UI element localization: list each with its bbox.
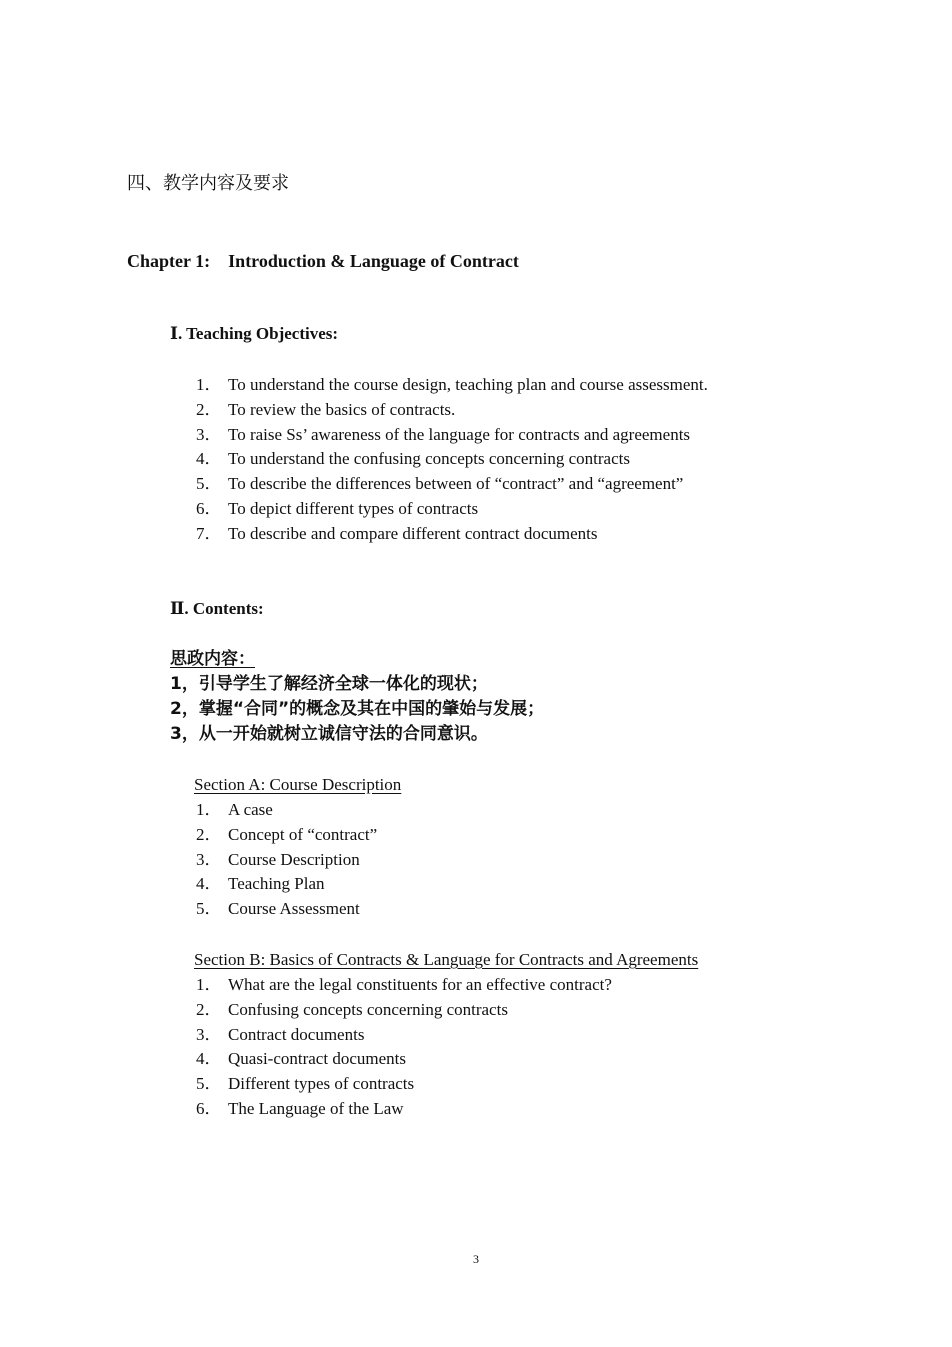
contents-heading-text: . Contents: bbox=[184, 599, 264, 618]
list-item bbox=[196, 848, 377, 873]
item-number: 3． bbox=[196, 1024, 222, 1044]
list-item bbox=[196, 398, 708, 423]
item-text: What are the legal constituents for an effective contract? bbox=[228, 975, 612, 994]
list-item bbox=[196, 522, 708, 547]
list-item bbox=[196, 897, 377, 922]
section-a-list bbox=[196, 798, 377, 922]
item-number: 5． bbox=[196, 1074, 222, 1094]
list-item bbox=[196, 998, 612, 1023]
item-number: 4． bbox=[196, 1049, 222, 1069]
list-item bbox=[196, 1072, 612, 1097]
objectives-heading bbox=[170, 322, 338, 346]
list-item bbox=[196, 1047, 612, 1072]
list-item bbox=[196, 1097, 612, 1122]
item-number: 1． bbox=[196, 375, 222, 394]
item-number: 4． bbox=[196, 449, 222, 469]
ideology-title: 思政内容： bbox=[170, 649, 255, 669]
section-heading: 四、教学内容及要求 bbox=[127, 173, 289, 194]
item-number: 3． bbox=[196, 849, 222, 869]
item-number: 1． bbox=[196, 800, 222, 819]
ideology-item: 3，从一开始就树立诚信守法的合同意识。 bbox=[170, 724, 488, 744]
item-number: 1． bbox=[196, 975, 222, 994]
item-text: To raise Ss’ awareness of the language for contracts and agreements bbox=[228, 424, 691, 444]
section-b-list bbox=[196, 973, 612, 1122]
item-number: 5． bbox=[196, 474, 222, 494]
item-text: Quasi-contract documents bbox=[228, 1049, 406, 1069]
item-number: 4． bbox=[196, 874, 222, 894]
item-text: Confusing concepts concerning contracts bbox=[228, 999, 508, 1019]
chapter-title bbox=[127, 249, 519, 273]
contents-heading bbox=[170, 597, 264, 621]
list-item bbox=[196, 447, 708, 472]
item-text: Contract documents bbox=[228, 1024, 365, 1044]
item-text: To understand the course design, teaching plan and course assessment. bbox=[228, 375, 708, 394]
objectives-numeral: Ⅰ bbox=[170, 324, 178, 344]
item-text: Teaching Plan bbox=[228, 874, 325, 894]
ideology-item: 1，引导学生了解经济全球一体化的现状； bbox=[170, 674, 488, 694]
item-text: A case bbox=[228, 800, 273, 819]
list-item bbox=[196, 373, 708, 398]
section-b-label: Section B: Basics of Contracts & Language for Contracts and Agreements bbox=[194, 950, 699, 969]
item-text: To depict different types of contracts bbox=[228, 498, 479, 518]
list-item bbox=[196, 423, 708, 448]
item-text: To describe the differences between of “contract” and “agreement” bbox=[228, 474, 684, 494]
list-item bbox=[196, 823, 377, 848]
objectives-heading-text: . Teaching Objectives: bbox=[177, 324, 339, 343]
list-item bbox=[196, 472, 708, 497]
item-number: 3． bbox=[196, 424, 222, 444]
item-number: 6． bbox=[196, 1098, 222, 1118]
item-text: Course Description bbox=[228, 849, 360, 869]
item-number: 2． bbox=[196, 399, 222, 419]
list-item bbox=[196, 1023, 612, 1048]
list-item bbox=[196, 872, 377, 897]
item-text: Course Assessment bbox=[228, 899, 360, 919]
item-text: To understand the confusing concepts concerning contracts bbox=[228, 449, 630, 469]
item-text: To describe and compare different contract documents bbox=[228, 523, 598, 543]
objectives-list bbox=[196, 373, 708, 547]
item-number: 7． bbox=[196, 523, 222, 543]
list-item bbox=[196, 973, 612, 998]
page-number: 3 bbox=[473, 1252, 479, 1266]
item-text: Different types of contracts bbox=[228, 1074, 415, 1094]
section-a-label: Section A: Course Description bbox=[194, 775, 402, 794]
chapter-name: Introduction & Language of Contract bbox=[228, 251, 519, 271]
item-text: To review the basics of contracts. bbox=[228, 399, 456, 419]
item-text: The Language of the Law bbox=[228, 1098, 404, 1118]
item-number: 5． bbox=[196, 899, 222, 919]
contents-numeral: Ⅱ bbox=[170, 599, 185, 619]
ideology-item: 2，掌握“合同”的概念及其在中国的肇始与发展； bbox=[170, 699, 545, 719]
list-item bbox=[196, 497, 708, 522]
list-item bbox=[196, 798, 377, 823]
item-number: 2． bbox=[196, 999, 222, 1019]
chapter-label: Chapter 1: bbox=[127, 251, 211, 271]
item-text: Concept of “contract” bbox=[228, 824, 378, 844]
ideology-block bbox=[170, 647, 544, 747]
item-number: 6． bbox=[196, 498, 222, 518]
item-number: 2． bbox=[196, 824, 222, 844]
